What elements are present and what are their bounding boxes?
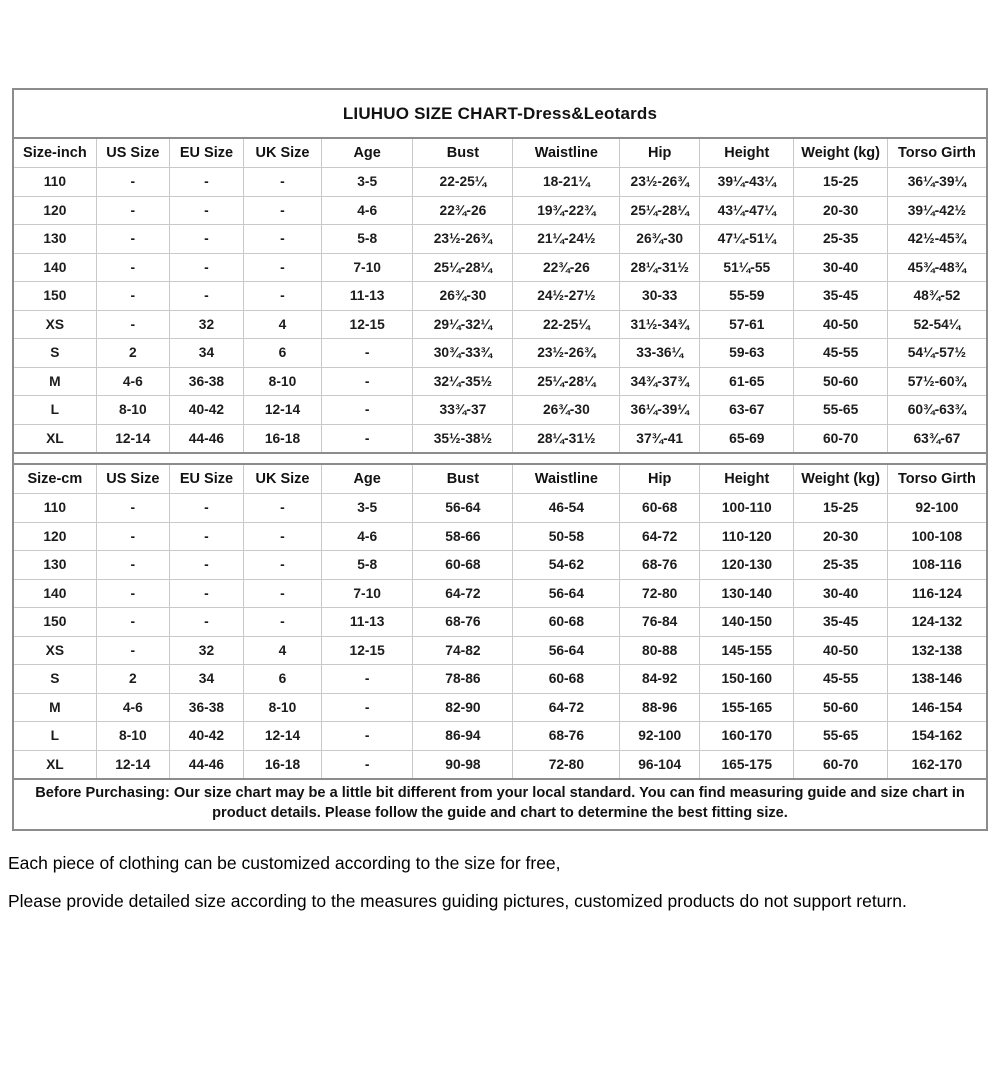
table-cell: M (14, 693, 96, 722)
table-cell: 26¾-30 (413, 282, 513, 311)
table-cell: 12-15 (321, 310, 412, 339)
table-cell: - (321, 424, 412, 452)
column-header: Hip (620, 139, 700, 168)
table-cell: S (14, 339, 96, 368)
table-cell: 130 (14, 225, 96, 254)
table-cell: 5-8 (321, 225, 412, 254)
table-cell: 72-80 (513, 750, 620, 778)
table-row (14, 665, 986, 694)
table-cell: - (169, 196, 243, 225)
table-cell: 124-132 (887, 608, 986, 637)
column-header: Weight (kg) (794, 139, 887, 168)
table-cell: 150 (14, 608, 96, 637)
table-cell: 60-68 (513, 608, 620, 637)
table-cell: 68-76 (513, 722, 620, 751)
table-cell: 44-46 (169, 424, 243, 452)
table-cell: - (244, 253, 322, 282)
table-cell: 35½-38½ (413, 424, 513, 452)
table-cell: 92-100 (887, 494, 986, 523)
table-row (14, 339, 986, 368)
table-cell: 96-104 (620, 750, 700, 778)
table-cell: 61-65 (700, 367, 794, 396)
table-cell: 108-116 (887, 551, 986, 580)
table-cell: 150-160 (700, 665, 794, 694)
table-cell: 21¼-24½ (513, 225, 620, 254)
table-cell: 84-92 (620, 665, 700, 694)
column-header: Size-cm (14, 465, 96, 494)
table-cell: 57-61 (700, 310, 794, 339)
table-cell: 50-58 (513, 522, 620, 551)
column-header: UK Size (244, 465, 322, 494)
table-row (14, 168, 986, 197)
table-cell: 65-69 (700, 424, 794, 452)
table-cell: - (244, 494, 322, 523)
table-cell: 100-108 (887, 522, 986, 551)
column-header: Torso Girth (887, 465, 986, 494)
table-cell: 5-8 (321, 551, 412, 580)
table-cell: 11-13 (321, 282, 412, 311)
table-cell: 120 (14, 522, 96, 551)
table-cell: 68-76 (620, 551, 700, 580)
table-cell: - (244, 225, 322, 254)
table-cell: 110 (14, 494, 96, 523)
table-cell: - (96, 225, 169, 254)
table-cell: 12-14 (244, 396, 322, 425)
table-cell: 25-35 (794, 551, 887, 580)
table-cell: 72-80 (620, 579, 700, 608)
table-cell: - (244, 168, 322, 197)
table-cell: 63¾-67 (887, 424, 986, 452)
table-cell: - (96, 282, 169, 311)
table-cell: 16-18 (244, 750, 322, 778)
table-cell: 59-63 (700, 339, 794, 368)
table-cell: - (169, 494, 243, 523)
table-cell: - (96, 636, 169, 665)
table-cell: 40-50 (794, 310, 887, 339)
table-cell: - (169, 225, 243, 254)
table-cell: - (244, 196, 322, 225)
table-cell: 54¼-57½ (887, 339, 986, 368)
table-cell: 80-88 (620, 636, 700, 665)
column-header: US Size (96, 465, 169, 494)
size-chart-box (12, 88, 988, 831)
table-cell: 45¾-48¾ (887, 253, 986, 282)
table-row (14, 551, 986, 580)
table-cell: 154-162 (887, 722, 986, 751)
column-header: Age (321, 465, 412, 494)
table-cell: 120 (14, 196, 96, 225)
table-cell: 132-138 (887, 636, 986, 665)
table-cell: - (244, 579, 322, 608)
table-cell: 36-38 (169, 693, 243, 722)
table-cell: 4-6 (321, 196, 412, 225)
table-cell: 145-155 (700, 636, 794, 665)
table-cell: 12-15 (321, 636, 412, 665)
table-cell: 2 (96, 665, 169, 694)
table-cell: 3-5 (321, 494, 412, 523)
table-cell: 51¼-55 (700, 253, 794, 282)
table-row (14, 253, 986, 282)
table-cell: 57½-60¾ (887, 367, 986, 396)
table-cell: 76-84 (620, 608, 700, 637)
table-cell: 60-70 (794, 750, 887, 778)
table-cell: 60¾-63¾ (887, 396, 986, 425)
table-cell: 60-70 (794, 424, 887, 452)
table-cell: 140 (14, 579, 96, 608)
table-cell: XS (14, 636, 96, 665)
table-cell: 24½-27½ (513, 282, 620, 311)
table-cell: XS (14, 310, 96, 339)
table-cell: 40-42 (169, 396, 243, 425)
table-cell: L (14, 722, 96, 751)
table-cell: 160-170 (700, 722, 794, 751)
table-cell: - (321, 693, 412, 722)
customization-note: Each piece of clothing can be customized according to the size for free, (8, 852, 561, 873)
table-cell: 110-120 (700, 522, 794, 551)
table-cell: 36¼-39¼ (887, 168, 986, 197)
table-cell: 8-10 (244, 367, 322, 396)
table-cell: - (244, 522, 322, 551)
table-cell: 55-65 (794, 722, 887, 751)
table-cell: 6 (244, 339, 322, 368)
table-cell: 54-62 (513, 551, 620, 580)
table-cell: 32 (169, 636, 243, 665)
table-cell: 30¾-33¾ (413, 339, 513, 368)
table-cell: 22¾-26 (513, 253, 620, 282)
table-cell: 16-18 (244, 424, 322, 452)
table-cell: 50-60 (794, 367, 887, 396)
table-cell: 56-64 (513, 579, 620, 608)
table-row (14, 310, 986, 339)
table-cell: 25-35 (794, 225, 887, 254)
table-cell: 4-6 (96, 693, 169, 722)
table-cell: 146-154 (887, 693, 986, 722)
table-cell: - (169, 579, 243, 608)
table-cell: - (96, 196, 169, 225)
table-cell: 43¼-47¼ (700, 196, 794, 225)
table-cell: - (321, 367, 412, 396)
return-policy-note: Please provide detailed size according to the measures guiding pictures, customized products do not support return. (8, 890, 907, 911)
before-purchasing-note: Before Purchasing: Our size chart may be a little bit different from your local standard. You can find measuring guide and size chart in product details. Please follow the guide and chart to determine the best fitting size. (14, 778, 986, 829)
table-cell: 4 (244, 636, 322, 665)
table-cell: 130 (14, 551, 96, 580)
table-cell: 86-94 (413, 722, 513, 751)
table-cell: - (96, 310, 169, 339)
table-cell: 48¾-52 (887, 282, 986, 311)
table-cell: 11-13 (321, 608, 412, 637)
table-cell: - (244, 551, 322, 580)
size-table-cm (14, 465, 986, 778)
table-cell: 26¾-30 (620, 225, 700, 254)
table-row (14, 636, 986, 665)
table-cell: 50-60 (794, 693, 887, 722)
table-cell: 19¾-22¾ (513, 196, 620, 225)
table-cell: 46-54 (513, 494, 620, 523)
table-cell: - (96, 168, 169, 197)
column-header: Size-inch (14, 139, 96, 168)
table-cell: 35-45 (794, 608, 887, 637)
table-cell: 140-150 (700, 608, 794, 637)
header-row (14, 139, 986, 168)
table-cell: 18-21¼ (513, 168, 620, 197)
column-header: Height (700, 139, 794, 168)
table-cell: 25¼-28¼ (413, 253, 513, 282)
table-cell: 25¼-28¼ (513, 367, 620, 396)
table-cell: 162-170 (887, 750, 986, 778)
column-header: Age (321, 139, 412, 168)
table-row (14, 225, 986, 254)
table-cell: 64-72 (513, 693, 620, 722)
table-cell: 55-65 (794, 396, 887, 425)
table-cell: - (169, 282, 243, 311)
table-row (14, 579, 986, 608)
table-cell: 60-68 (620, 494, 700, 523)
table-cell: 56-64 (413, 494, 513, 523)
table-cell: M (14, 367, 96, 396)
table-cell: 34 (169, 339, 243, 368)
table-cell: 58-66 (413, 522, 513, 551)
table-cell: 34 (169, 665, 243, 694)
table-cell: 39¼-42½ (887, 196, 986, 225)
table-cell: 7-10 (321, 253, 412, 282)
table-cell: 8-10 (244, 693, 322, 722)
table-cell: 32 (169, 310, 243, 339)
table-cell: 42½-45¾ (887, 225, 986, 254)
table-cell: 33¾-37 (413, 396, 513, 425)
table-cell: - (244, 608, 322, 637)
table-cell: XL (14, 424, 96, 452)
table-cell: 26¾-30 (513, 396, 620, 425)
table-cell: 15-25 (794, 168, 887, 197)
table-cell: 52-54¼ (887, 310, 986, 339)
table-cell: 8-10 (96, 396, 169, 425)
table-cell: 165-175 (700, 750, 794, 778)
table-row (14, 282, 986, 311)
table-cell: 34¾-37¾ (620, 367, 700, 396)
table-cell: 7-10 (321, 579, 412, 608)
table-cell: 47¼-51¼ (700, 225, 794, 254)
table-cell: 63-67 (700, 396, 794, 425)
table-cell: 64-72 (620, 522, 700, 551)
column-header: Bust (413, 465, 513, 494)
table-cell: 60-68 (513, 665, 620, 694)
table-cell: 30-40 (794, 253, 887, 282)
table-cell: 4-6 (96, 367, 169, 396)
table-cell: - (96, 522, 169, 551)
table-row (14, 396, 986, 425)
size-table-inch (14, 139, 986, 452)
table-cell: 6 (244, 665, 322, 694)
table-cell: - (169, 608, 243, 637)
table-cell: 15-25 (794, 494, 887, 523)
table-cell: 28¼-31½ (513, 424, 620, 452)
table-cell: 110 (14, 168, 96, 197)
table-cell: 40-42 (169, 722, 243, 751)
table-cell: 36¼-39¼ (620, 396, 700, 425)
table-cell: 33-36¼ (620, 339, 700, 368)
table-cell: 92-100 (620, 722, 700, 751)
table-cell: 68-76 (413, 608, 513, 637)
table-cell: - (321, 665, 412, 694)
table-cell: - (321, 722, 412, 751)
table-cell: 12-14 (96, 750, 169, 778)
column-header: Height (700, 465, 794, 494)
table-row (14, 522, 986, 551)
table-cell: 30-33 (620, 282, 700, 311)
table-cell: 78-86 (413, 665, 513, 694)
table-cell: 45-55 (794, 339, 887, 368)
table-row (14, 608, 986, 637)
table-row (14, 494, 986, 523)
column-header: UK Size (244, 139, 322, 168)
table-cell: 12-14 (96, 424, 169, 452)
table-cell: L (14, 396, 96, 425)
table-cell: 120-130 (700, 551, 794, 580)
table-cell: 36-38 (169, 367, 243, 396)
table-cell: 44-46 (169, 750, 243, 778)
table-cell: 25¼-28¼ (620, 196, 700, 225)
table-cell: 29¼-32¼ (413, 310, 513, 339)
column-header: EU Size (169, 465, 243, 494)
table-cell: 28¼-31½ (620, 253, 700, 282)
table-cell: XL (14, 750, 96, 778)
table-row (14, 722, 986, 751)
table-cell: 155-165 (700, 693, 794, 722)
table-cell: 56-64 (513, 636, 620, 665)
table-cell: 4-6 (321, 522, 412, 551)
table-cell: - (321, 750, 412, 778)
column-header: Waistline (513, 139, 620, 168)
table-row (14, 693, 986, 722)
table-cell: 22-25¼ (413, 168, 513, 197)
table-cell: 88-96 (620, 693, 700, 722)
table-cell: 74-82 (413, 636, 513, 665)
table-cell: 60-68 (413, 551, 513, 580)
table-row (14, 196, 986, 225)
table-row (14, 424, 986, 452)
table-divider (14, 452, 986, 465)
table-cell: - (169, 522, 243, 551)
table-cell: - (169, 168, 243, 197)
table-cell: 138-146 (887, 665, 986, 694)
table-cell: 130-140 (700, 579, 794, 608)
table-cell: 31½-34¾ (620, 310, 700, 339)
column-header: Hip (620, 465, 700, 494)
table-cell: 4 (244, 310, 322, 339)
table-cell: - (169, 253, 243, 282)
header-row (14, 465, 986, 494)
table-cell: 150 (14, 282, 96, 311)
table-cell: - (96, 579, 169, 608)
table-cell: 40-50 (794, 636, 887, 665)
table-cell: 116-124 (887, 579, 986, 608)
column-header: Torso Girth (887, 139, 986, 168)
table-cell: 12-14 (244, 722, 322, 751)
table-cell: 20-30 (794, 522, 887, 551)
table-cell: 2 (96, 339, 169, 368)
table-cell: 3-5 (321, 168, 412, 197)
table-cell: 8-10 (96, 722, 169, 751)
table-row (14, 367, 986, 396)
table-cell: 37¾-41 (620, 424, 700, 452)
table-cell: 22-25¼ (513, 310, 620, 339)
table-cell: - (321, 339, 412, 368)
table-cell: 22¾-26 (413, 196, 513, 225)
table-cell: - (96, 494, 169, 523)
table-cell: 32¼-35½ (413, 367, 513, 396)
table-cell: 55-59 (700, 282, 794, 311)
chart-title: LIUHUO SIZE CHART-Dress&Leotards (14, 90, 986, 139)
table-cell: 90-98 (413, 750, 513, 778)
column-header: Bust (413, 139, 513, 168)
table-cell: 23½-26¾ (620, 168, 700, 197)
table-cell: 23½-26¾ (513, 339, 620, 368)
column-header: Waistline (513, 465, 620, 494)
table-cell: 82-90 (413, 693, 513, 722)
column-header: Weight (kg) (794, 465, 887, 494)
column-header: EU Size (169, 139, 243, 168)
table-cell: 140 (14, 253, 96, 282)
table-cell: - (321, 396, 412, 425)
table-cell: 30-40 (794, 579, 887, 608)
table-cell: S (14, 665, 96, 694)
table-cell: - (96, 608, 169, 637)
table-cell: - (96, 253, 169, 282)
table-cell: 35-45 (794, 282, 887, 311)
table-row (14, 750, 986, 778)
table-cell: - (96, 551, 169, 580)
table-cell: 23½-26¾ (413, 225, 513, 254)
table-cell: 64-72 (413, 579, 513, 608)
table-cell: 20-30 (794, 196, 887, 225)
table-cell: 45-55 (794, 665, 887, 694)
table-cell: 39¼-43¼ (700, 168, 794, 197)
table-cell: - (169, 551, 243, 580)
column-header: US Size (96, 139, 169, 168)
table-cell: 100-110 (700, 494, 794, 523)
table-cell: - (244, 282, 322, 311)
